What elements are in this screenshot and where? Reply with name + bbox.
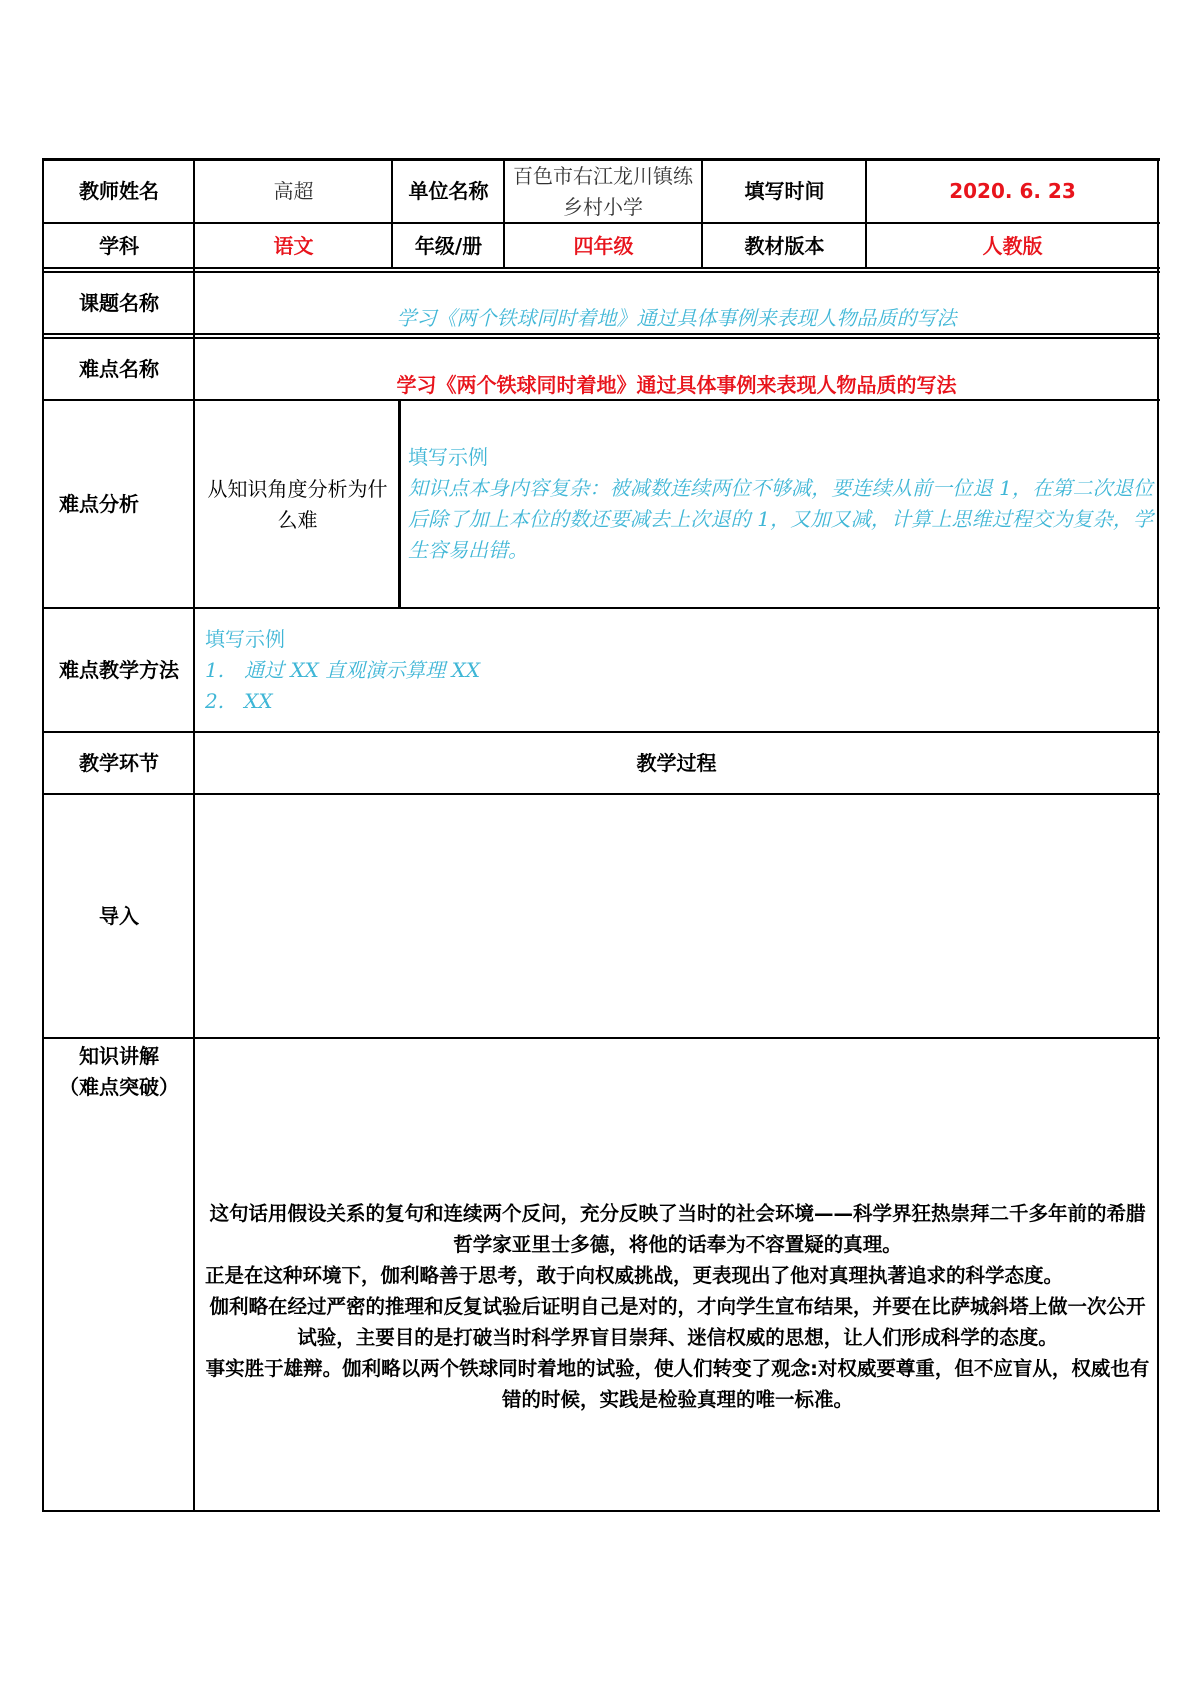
knowledge-paragraph: 事实胜于雄辩。伽利略以两个铁球同时着地的试验，使人们转变了观念:对权威要尊重，但不应盲从，权威也有错的时候，实践是检验真理的唯一标准。 xyxy=(205,1357,1150,1411)
knowledge-label-line1: 知识讲解 xyxy=(79,1044,159,1068)
subject-value: 语文 xyxy=(273,233,314,258)
teacher-name-value: 高超 xyxy=(273,179,314,203)
topic-label: 课题名称 xyxy=(79,291,159,315)
method-item: 2. XX xyxy=(205,689,273,713)
knowledge-paragraph: 这句话用假设关系的复句和连续两个反问，充分反映了当时的社会环境——科学界狂热崇拜二千多年前的希腊哲学家亚里士多德，将他的话奉为不容置疑的真理。 xyxy=(209,1202,1146,1256)
subject-label: 学科 xyxy=(99,233,139,258)
edition-label: 教材版本 xyxy=(744,233,825,258)
teaching-process-header: 教学过程 xyxy=(636,751,717,775)
analysis-example-heading: 填写示例 xyxy=(408,445,488,469)
edition-value: 人教版 xyxy=(982,233,1043,258)
difficulty-label: 难点名称 xyxy=(79,357,159,381)
method-item: 1. 通过 XX 直观演示算理 XX xyxy=(205,658,481,682)
unit-name-label: 单位名称 xyxy=(408,179,489,203)
knowledge-label xyxy=(44,1041,194,1103)
topic-value: 学习《两个铁球同时着地》通过具体事例来表现人物品质的写法 xyxy=(396,305,957,330)
knowledge-content xyxy=(205,1198,1150,1415)
analysis-label: 难点分析 xyxy=(59,492,139,516)
grade-label: 年级/册 xyxy=(414,233,483,258)
analysis-sub-label: 从知识角度分析为什么难 xyxy=(207,476,388,532)
knowledge-paragraph: 正是在这种环境下，伽利略善于思考，敢于向权威挑战，更表现出了他对真理执著追求的科学态度。 xyxy=(205,1264,1064,1287)
intro-content xyxy=(195,795,1158,1038)
fill-date-label: 填写时间 xyxy=(744,179,825,203)
knowledge-paragraph: 伽利略在经过严密的推理和反复试验后证明自己是对的，才向学生宣布结果，并要在比萨城斜塔上做一次公开试验，主要目的是打破当时科学界盲目崇拜、迷信权威的思想，让人们形成科学的态度。 xyxy=(209,1295,1146,1349)
grade-value: 四年级 xyxy=(573,233,634,258)
method-label: 难点教学方法 xyxy=(59,658,179,682)
difficulty-value: 学习《两个铁球同时着地》通过具体事例来表现人物品质的写法 xyxy=(396,372,957,397)
fill-date-value: 2020. 6. 23 xyxy=(949,179,1076,203)
method-example-heading: 填写示例 xyxy=(205,627,285,651)
analysis-example-text: 知识点本身内容复杂：被减数连续两位不够减，要连续从前一位退 1，在第二次退位后除了加上本位的数还要减去上次退的 1，又加又减，计算上思维过程交为复杂，学生容易出错。 xyxy=(408,476,1153,562)
teaching-stage-header: 教学环节 xyxy=(79,751,159,775)
intro-label: 导入 xyxy=(99,904,139,928)
unit-name-value: 百色市右江龙川镇练乡村小学 xyxy=(513,163,693,219)
teacher-name-label: 教师姓名 xyxy=(79,179,159,203)
knowledge-label-line2: （难点突破） xyxy=(59,1075,179,1099)
